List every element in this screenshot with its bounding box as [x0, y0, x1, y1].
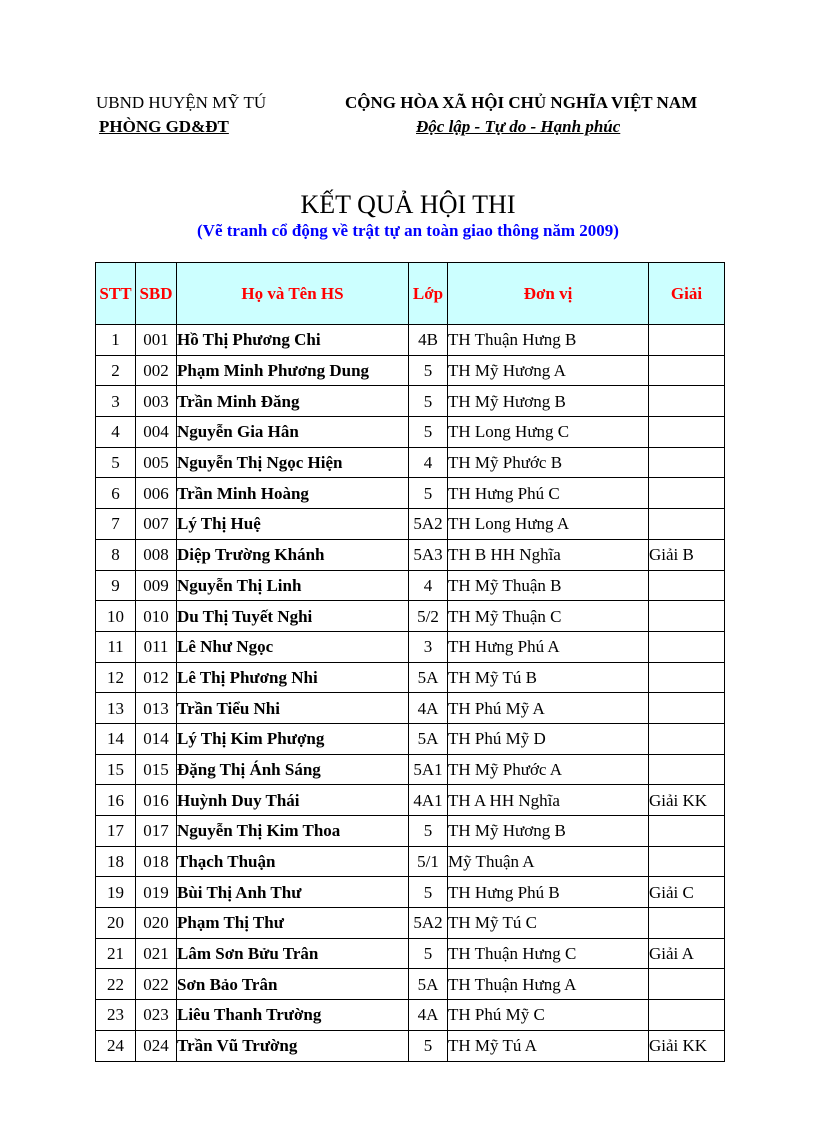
school-unit: TH B HH Nghĩa	[448, 539, 649, 570]
student-name: Lý Thị Kim Phượng	[177, 723, 409, 754]
table-row	[96, 631, 725, 662]
candidate-number: 023	[136, 1000, 177, 1031]
student-name: Bùi Thị Anh Thư	[177, 877, 409, 908]
candidate-number: 012	[136, 662, 177, 693]
student-class: 5A2	[409, 908, 448, 939]
candidate-number: 009	[136, 570, 177, 601]
row-number: 24	[96, 1030, 136, 1061]
issuing-authority: UBND HUYỆN MỸ TÚ	[96, 93, 267, 112]
student-class: 5A2	[409, 509, 448, 540]
student-class: 5	[409, 386, 448, 417]
candidate-number: 020	[136, 908, 177, 939]
student-name: Diệp Trường Khánh	[177, 539, 409, 570]
student-class: 5A	[409, 662, 448, 693]
row-number: 18	[96, 846, 136, 877]
row-number: 10	[96, 601, 136, 632]
student-name: Thạch Thuận	[177, 846, 409, 877]
row-number: 6	[96, 478, 136, 509]
candidate-number: 019	[136, 877, 177, 908]
school-unit: TH Hưng Phú C	[448, 478, 649, 509]
table-row	[96, 1000, 725, 1031]
prize-cell	[649, 969, 725, 1000]
table-row	[96, 785, 725, 816]
prize-cell	[649, 1000, 725, 1031]
student-name: Du Thị Tuyết Nghi	[177, 601, 409, 632]
student-class: 4B	[409, 325, 448, 356]
row-number: 8	[96, 539, 136, 570]
school-unit: TH Long Hưng A	[448, 509, 649, 540]
table-row	[96, 386, 725, 417]
candidate-number: 011	[136, 631, 177, 662]
school-unit: TH Mỹ Tú C	[448, 908, 649, 939]
document-title: KẾT QUẢ HỘI THI	[300, 190, 516, 219]
school-unit: TH A HH Nghĩa	[448, 785, 649, 816]
student-name: Trần Minh Hoàng	[177, 478, 409, 509]
table-row	[96, 447, 725, 478]
school-unit: TH Mỹ Thuận C	[448, 601, 649, 632]
column-header-unit: Đơn vị	[448, 263, 649, 325]
prize-cell	[649, 908, 725, 939]
student-name: Nguyễn Thị Linh	[177, 570, 409, 601]
student-class: 5/2	[409, 601, 448, 632]
prize-cell	[649, 723, 725, 754]
table-row	[96, 877, 725, 908]
candidate-number: 002	[136, 355, 177, 386]
prize-cell: Giải A	[649, 938, 725, 969]
candidate-number: 021	[136, 938, 177, 969]
prize-cell	[649, 662, 725, 693]
candidate-number: 007	[136, 509, 177, 540]
prize-cell	[649, 631, 725, 662]
student-class: 5A3	[409, 539, 448, 570]
student-name: Phạm Minh Phương Dung	[177, 355, 409, 386]
row-number: 12	[96, 662, 136, 693]
student-class: 4	[409, 447, 448, 478]
student-name: Nguyễn Thị Ngọc Hiện	[177, 447, 409, 478]
student-class: 4A	[409, 693, 448, 724]
prize-cell	[649, 846, 725, 877]
candidate-number: 001	[136, 325, 177, 356]
school-unit: TH Mỹ Hương B	[448, 816, 649, 847]
candidate-number: 003	[136, 386, 177, 417]
student-name: Đặng Thị Ánh Sáng	[177, 754, 409, 785]
table-row	[96, 846, 725, 877]
row-number: 13	[96, 693, 136, 724]
school-unit: TH Hưng Phú A	[448, 631, 649, 662]
row-number: 20	[96, 908, 136, 939]
row-number: 16	[96, 785, 136, 816]
student-class: 5A	[409, 969, 448, 1000]
prize-cell	[649, 570, 725, 601]
student-name: Liêu Thanh Trường	[177, 1000, 409, 1031]
student-class: 4	[409, 570, 448, 601]
school-unit: TH Phú Mỹ D	[448, 723, 649, 754]
column-header-prize: Giải	[649, 263, 725, 325]
row-number: 21	[96, 938, 136, 969]
candidate-number: 010	[136, 601, 177, 632]
candidate-number: 015	[136, 754, 177, 785]
prize-cell: Giải C	[649, 877, 725, 908]
prize-cell: Giải KK	[649, 785, 725, 816]
prize-cell: Giải B	[649, 539, 725, 570]
school-unit: TH Mỹ Phước A	[448, 754, 649, 785]
student-name: Nguyễn Thị Kim Thoa	[177, 816, 409, 847]
prize-cell	[649, 816, 725, 847]
student-class: 5	[409, 417, 448, 448]
row-number: 19	[96, 877, 136, 908]
school-unit: TH Phú Mỹ A	[448, 693, 649, 724]
table-header-row	[96, 263, 725, 325]
table-row	[96, 325, 725, 356]
row-number: 23	[96, 1000, 136, 1031]
row-number: 22	[96, 969, 136, 1000]
table-row	[96, 570, 725, 601]
school-unit: TH Mỹ Tú A	[448, 1030, 649, 1061]
row-number: 1	[96, 325, 136, 356]
table-row	[96, 509, 725, 540]
column-header-name: Họ và Tên HS	[177, 263, 409, 325]
school-unit: Mỹ Thuận A	[448, 846, 649, 877]
prize-cell	[649, 355, 725, 386]
prize-cell	[649, 601, 725, 632]
student-class: 4A	[409, 1000, 448, 1031]
student-name: Huỳnh Duy Thái	[177, 785, 409, 816]
student-name: Hồ Thị Phương Chi	[177, 325, 409, 356]
school-unit: TH Mỹ Hương A	[448, 355, 649, 386]
prize-cell	[649, 509, 725, 540]
student-name: Sơn Bảo Trân	[177, 969, 409, 1000]
row-number: 7	[96, 509, 136, 540]
student-class: 5	[409, 478, 448, 509]
table-row	[96, 539, 725, 570]
school-unit: TH Mỹ Tú B	[448, 662, 649, 693]
student-name: Trần Minh Đăng	[177, 386, 409, 417]
column-header-sbd: SBD	[136, 263, 177, 325]
column-header-class: Lớp	[409, 263, 448, 325]
table-row	[96, 355, 725, 386]
student-name: Nguyễn Gia Hân	[177, 417, 409, 448]
document-subtitle: (Vẽ tranh cổ động về trật tự an toàn giao thông năm 2009)	[197, 221, 619, 240]
student-class: 5/1	[409, 846, 448, 877]
student-class: 5	[409, 877, 448, 908]
table-row	[96, 693, 725, 724]
row-number: 14	[96, 723, 136, 754]
row-number: 2	[96, 355, 136, 386]
table-row	[96, 908, 725, 939]
row-number: 5	[96, 447, 136, 478]
prize-cell	[649, 447, 725, 478]
student-name: Phạm Thị Thư	[177, 908, 409, 939]
school-unit: TH Mỹ Thuận B	[448, 570, 649, 601]
candidate-number: 018	[136, 846, 177, 877]
student-name: Trần Vũ Trường	[177, 1030, 409, 1061]
candidate-number: 024	[136, 1030, 177, 1061]
school-unit: TH Thuận Hưng B	[448, 325, 649, 356]
row-number: 11	[96, 631, 136, 662]
candidate-number: 004	[136, 417, 177, 448]
prize-cell	[649, 754, 725, 785]
candidate-number: 017	[136, 816, 177, 847]
table-row	[96, 969, 725, 1000]
row-number: 4	[96, 417, 136, 448]
school-unit: TH Long Hưng C	[448, 417, 649, 448]
row-number: 15	[96, 754, 136, 785]
candidate-number: 022	[136, 969, 177, 1000]
row-number: 9	[96, 570, 136, 601]
student-class: 4A1	[409, 785, 448, 816]
student-name: Trần Tiểu Nhi	[177, 693, 409, 724]
candidate-number: 013	[136, 693, 177, 724]
school-unit: TH Mỹ Phước B	[448, 447, 649, 478]
national-motto: Độc lập - Tự do - Hạnh phúc	[416, 117, 621, 136]
prize-cell	[649, 417, 725, 448]
candidate-number: 005	[136, 447, 177, 478]
table-row	[96, 662, 725, 693]
student-class: 5A1	[409, 754, 448, 785]
student-name: Lâm Sơn Bửu Trân	[177, 938, 409, 969]
table-row	[96, 723, 725, 754]
prize-cell	[649, 478, 725, 509]
school-unit: TH Hưng Phú B	[448, 877, 649, 908]
row-number: 3	[96, 386, 136, 417]
student-class: 5	[409, 355, 448, 386]
prize-cell	[649, 693, 725, 724]
student-class: 5	[409, 1030, 448, 1061]
candidate-number: 008	[136, 539, 177, 570]
table-row	[96, 816, 725, 847]
national-title: CỘNG HÒA XÃ HỘI CHỦ NGHĨA VIỆT NAM	[345, 93, 698, 112]
prize-cell	[649, 325, 725, 356]
candidate-number: 014	[136, 723, 177, 754]
student-class: 3	[409, 631, 448, 662]
school-unit: TH Mỹ Hương B	[448, 386, 649, 417]
table-row	[96, 754, 725, 785]
student-class: 5A	[409, 723, 448, 754]
student-name: Lý Thị Huệ	[177, 509, 409, 540]
student-class: 5	[409, 816, 448, 847]
student-name: Lê Như Ngọc	[177, 631, 409, 662]
table-row	[96, 417, 725, 448]
table-row	[96, 478, 725, 509]
results-table	[95, 262, 725, 1062]
candidate-number: 006	[136, 478, 177, 509]
student-class: 5	[409, 938, 448, 969]
table-row	[96, 1030, 725, 1061]
issuing-department: PHÒNG GD&ĐT	[99, 117, 229, 136]
school-unit: TH Thuận Hưng A	[448, 969, 649, 1000]
prize-cell	[649, 386, 725, 417]
school-unit: TH Phú Mỹ C	[448, 1000, 649, 1031]
school-unit: TH Thuận Hưng C	[448, 938, 649, 969]
table-row	[96, 601, 725, 632]
prize-cell: Giải KK	[649, 1030, 725, 1061]
column-header-stt: STT	[96, 263, 136, 325]
row-number: 17	[96, 816, 136, 847]
table-row	[96, 938, 725, 969]
student-name: Lê Thị Phương Nhi	[177, 662, 409, 693]
candidate-number: 016	[136, 785, 177, 816]
